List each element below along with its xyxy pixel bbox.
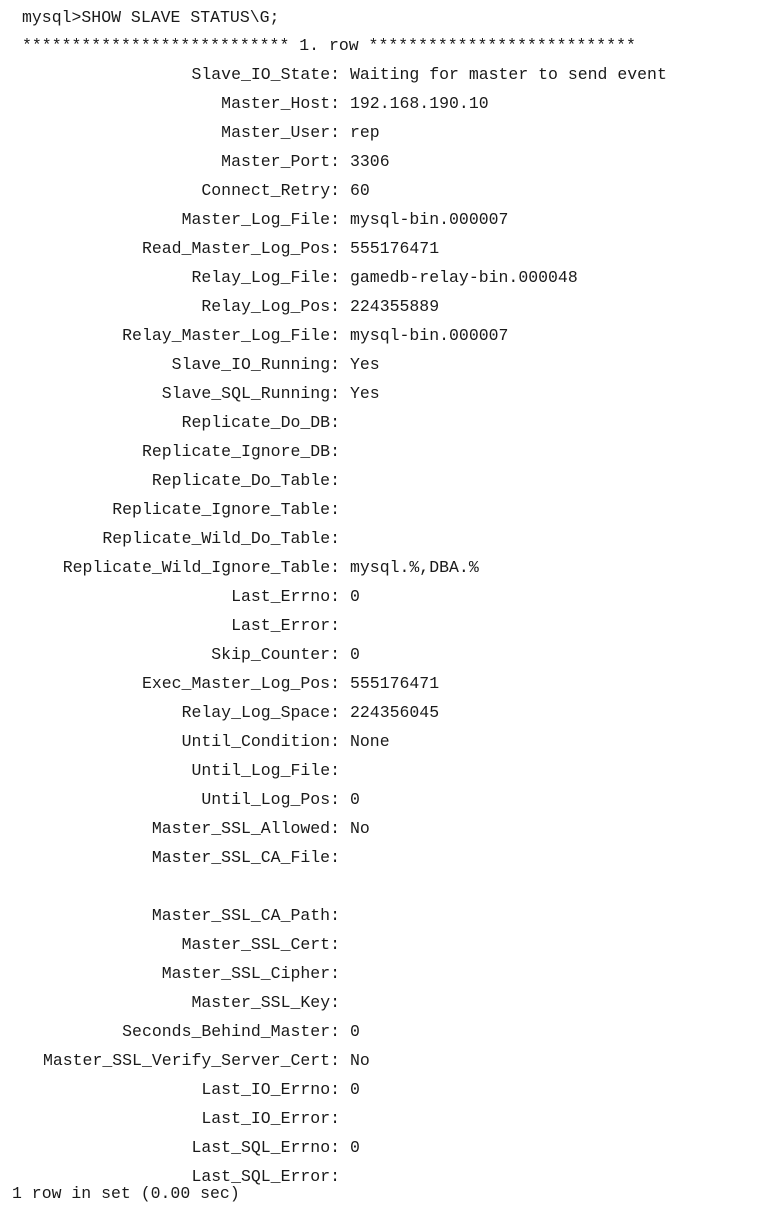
status-field-key: Last_Error:	[231, 616, 340, 635]
status-field-key: Seconds_Behind_Master:	[122, 1022, 340, 1041]
status-field-value: 0	[350, 1080, 360, 1099]
status-field-key: Relay_Master_Log_File:	[122, 326, 340, 345]
status-field-value: 3306	[350, 152, 390, 171]
status-field-value: 60	[350, 181, 370, 200]
status-field-value: None	[350, 732, 390, 751]
status-field-value: 555176471	[350, 239, 440, 258]
status-field-key: Until_Log_File:	[191, 761, 340, 780]
result-footer: 1 row in set (0.00 sec)	[12, 1184, 240, 1203]
status-field-key: Master_User:	[221, 123, 340, 142]
status-field-value: rep	[350, 123, 380, 142]
status-field-key: Connect_Retry:	[201, 181, 340, 200]
status-field-value: 224356045	[350, 703, 440, 722]
status-field-key: Master_Log_File:	[181, 210, 340, 229]
status-field-key: Replicate_Do_DB:	[181, 413, 340, 432]
status-field-key: Master_SSL_CA_File:	[151, 848, 340, 867]
status-field-value: 224355889	[350, 297, 440, 316]
status-field-key: Slave_IO_Running:	[171, 355, 340, 374]
status-field-value: mysql-bin.000007	[350, 210, 509, 229]
status-field-key: Master_SSL_CA_Path:	[151, 906, 340, 925]
status-field-value: Yes	[350, 384, 380, 403]
status-field-key: Slave_SQL_Running:	[161, 384, 340, 403]
status-field-value: gamedb-relay-bin.000048	[350, 268, 578, 287]
status-field-key: Last_Errno:	[231, 587, 340, 606]
status-field-key: Last_IO_Errno:	[201, 1080, 340, 1099]
status-field-value: No	[350, 819, 370, 838]
status-field-key: Exec_Master_Log_Pos:	[141, 674, 340, 693]
status-field-value: No	[350, 1051, 370, 1070]
status-field-value: 555176471	[350, 674, 440, 693]
status-field-key: Read_Master_Log_Pos:	[141, 239, 340, 258]
status-field-key: Replicate_Ignore_Table:	[112, 500, 340, 519]
status-field-key: Last_IO_Error:	[201, 1109, 340, 1128]
status-field-key: Replicate_Wild_Do_Table:	[102, 529, 340, 548]
status-field-key: Replicate_Wild_Ignore_Table:	[62, 558, 340, 577]
status-field-key: Slave_IO_State:	[191, 65, 340, 84]
status-field-key: Master_Host:	[221, 94, 340, 113]
status-field-key: Replicate_Do_Table:	[151, 471, 340, 490]
status-field-value: Waiting for master to send event	[350, 65, 667, 84]
status-field-value: 0	[350, 790, 360, 809]
status-field-value: 0	[350, 645, 360, 664]
status-field-value: 0	[350, 1138, 360, 1157]
status-field-key: Skip_Counter:	[211, 645, 340, 664]
status-field-key: Master_SSL_Verify_Server_Cert:	[42, 1051, 340, 1070]
status-field-key: Until_Log_Pos:	[201, 790, 340, 809]
status-field-key: Relay_Log_Pos:	[201, 297, 340, 316]
status-field-value: 0	[350, 587, 360, 606]
status-field-value: mysql.%,DBA.%	[350, 558, 479, 577]
status-field-key: Master_SSL_Allowed:	[151, 819, 340, 838]
status-field-key: Until_Condition:	[181, 732, 340, 751]
status-field-value: Yes	[350, 355, 380, 374]
status-field-key: Master_SSL_Cert:	[181, 935, 340, 954]
status-field-value: 192.168.190.10	[350, 94, 489, 113]
status-field-key: Master_SSL_Key:	[191, 993, 340, 1012]
status-field-value: mysql-bin.000007	[350, 326, 509, 345]
status-field-key: Last_SQL_Error:	[191, 1167, 340, 1186]
status-field-key: Master_SSL_Cipher:	[161, 964, 340, 983]
status-field-key: Relay_Log_Space:	[181, 703, 340, 722]
mysql-prompt-command: mysql>SHOW SLAVE STATUS\G;	[22, 8, 280, 27]
status-field-key: Relay_Log_File:	[191, 268, 340, 287]
status-field-key: Master_Port:	[221, 152, 340, 171]
status-field-value: 0	[350, 1022, 360, 1041]
status-field-key: Replicate_Ignore_DB:	[141, 442, 340, 461]
status-field-key: Last_SQL_Errno:	[191, 1138, 340, 1157]
row-banner: *************************** 1. row ***************************	[22, 36, 636, 55]
